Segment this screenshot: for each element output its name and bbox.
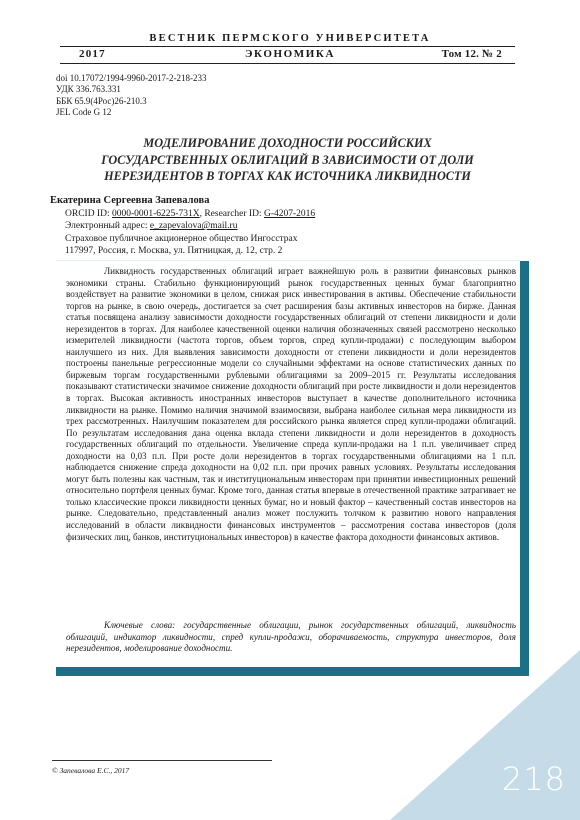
- author-ids: [65, 208, 315, 220]
- orcid-link[interactable]: 0000-0001-6225-731X: [111, 209, 200, 219]
- author-organization: Страховое публичное акционерное общество Ингосстрах: [65, 233, 298, 244]
- header-rule-bottom: [60, 63, 515, 64]
- jel-code: JEL Code G 12: [56, 106, 112, 117]
- abstract-paragraph: Ликвидность государственных облигаций играет важнейшую роль в развитии финансовых рынков экономики страны. Стабильно функционирующий рынок государственных ценных бумаг благоприятно воздействует на развитие экономики в целом, снижая риск инвестирования в активы. Обеспечение стабильности торгов на рынке, в свою очередь, достигается за счет расширения базы активных инвесторов на бирже. Данная статья посвящена анализу зависимости доходности государственных облигаций от степени ликвидности и доли нерезидентов в торгах. Для наиболее качественной оценки наличия обозначенных связей рассмотрено несколько измерителей ликвидности (частота торгов, объем торгов, спред купли-продажи) с последующим выбором наилучшего из них. Для выявления зависимости доходности от степени ликвидности и доли нерезидентов построены панельные регрессионные модели со случайными эффектами на основе статистических данных по биржевым торгам государственными рублевыми облигациями за 2009–2015 гг. Результаты исследования показывают статистически значимое снижение доходности облигаций при росте ликвидности и доли нерезидентов в торгах. Высокая активность иностранных инвесторов выступает в качестве дополнительного источника ликвидности на рынке. Помимо наличия значимой взаимосвязи, выбрана наиболее сильная мера ликвидности из трех рассмотренных. Наилучшим показателем для российского рынка является спред купли-продажи облигаций. По результатам исследования дана оценка вклада степени ликвидности и доли нерезидентов в доходность государственных облигаций по отдельности. Увеличение спреда купли-продажи на 1 п.п. увеличивает спред доходности на 0,03 п.п. При росте доли нерезидентов в торгах государственными облигациями на 1 п.п. наблюдается снижение спреда доходности на 0,02 п.п. при прочих равных условиях. Результаты исследования могут быть полезны как частным, так и институциональным инвесторам при принятии инвестиционных решений относительно портфеля ценных бумаг. Кроме того, данная статья впервые в отечественной практике затрагивает не только классические прокси ликвидности ценных бумаг, но и новый фактор – качественный состав инвесторов на рынке. Следовательно, представленный анализ может послужить толчком к развитию нового направления исследований в области ликвидности финансовых инструментов – рассмотрения состава инвесторов (доля физических лиц, банков, институциональных инвесторов) в качестве фактора доходности финансовых активов.: [66, 266, 516, 542]
- author-address: 117997, Россия, г. Москва, ул. Пятницкая, д. 12, стр. 2: [65, 245, 283, 256]
- article-meta: [56, 73, 207, 118]
- title-line: ГОСУДАРСТВЕННЫХ ОБЛИГАЦИЙ В ЗАВИСИМОСТИ ОТ ДОЛИ: [101, 152, 474, 167]
- abstract: [66, 266, 516, 543]
- udc: УДК 336.763.331: [56, 84, 121, 95]
- header-section: ЭКОНОМИКА: [244, 48, 336, 60]
- author-name: Екатерина Сергеевна Запевалова: [50, 195, 210, 206]
- email-link[interactable]: e_zapevalova@mail.ru: [149, 221, 238, 232]
- email-label: Электронный адрес:: [65, 221, 150, 232]
- copyright: © Запевалова Е.С., 2017: [52, 766, 130, 775]
- page-number: 218: [501, 760, 566, 798]
- doi: doi 10.17072/1994-9960-2017-2-218-233: [56, 73, 207, 83]
- header-rule-top: [60, 46, 515, 47]
- keywords-label: Ключевые слова:: [104, 620, 184, 630]
- header-volume: Том 12. № 2: [441, 48, 502, 60]
- title-line: МОДЕЛИРОВАНИЕ ДОХОДНОСТИ РОССИЙСКИХ: [143, 136, 432, 150]
- journal-title: ВЕСТНИК ПЕРМСКОГО УНИВЕРСИТЕТА: [149, 33, 431, 44]
- article-title: [60, 135, 515, 185]
- title-line: НЕРЕЗИДЕНТОВ В ТОРГАХ КАК ИСТОЧНИКА ЛИКВИДНОСТИ: [104, 169, 471, 183]
- orcid-label: ORCID ID:: [65, 209, 112, 219]
- researcher-label: , Researcher ID:: [199, 209, 264, 219]
- bbk: ББК 65.9(4Рос)26-210.3: [56, 95, 147, 106]
- keywords-list: государственные облигации, рынок государственных облигаций, ликвидность облигаций, индикатор ликвидности, спред купли-продажи, оборачиваемость, структура инвесторов, доля нерезидентов, моделирование доходности.: [66, 620, 516, 654]
- author-affiliation: [65, 208, 315, 257]
- footnote-rule: [52, 760, 272, 761]
- header-year: 2017: [79, 48, 106, 60]
- researcher-id-link[interactable]: G-4207-2016: [263, 209, 316, 219]
- author-email-line: [65, 220, 315, 232]
